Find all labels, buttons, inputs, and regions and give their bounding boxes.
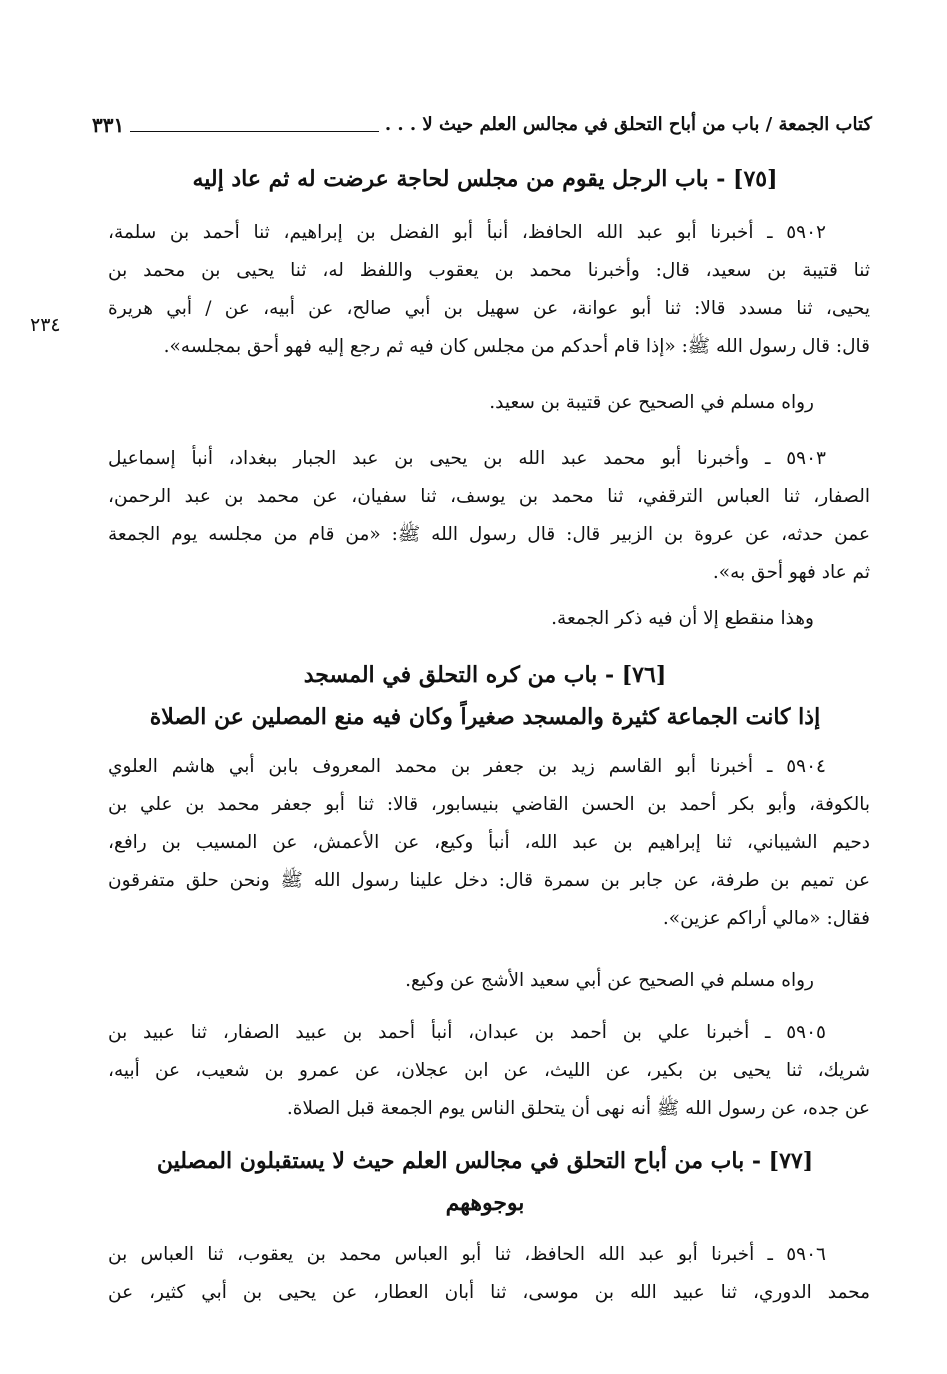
hadith-5905-line-3: عن جده، عن رسول الله ﷺ أنه نهى أن يتحلق الناس يوم الجمعة قبل الصلاة. <box>286 1098 870 1119</box>
hadith-5906-line-2: محمد الدوري، ثنا عبيد الله بن موسى، ثنا أبان العطار، عن يحيى بن أبي كثير، عن <box>108 1282 870 1303</box>
note-5903: وهذا منقطع إلا أن فيه ذكر الجمعة. <box>551 608 814 629</box>
hadith-5904-line-2: بالكوفة، وأبو بكر أحمد بن الحسن القاضي بنيسابور، قالا: ثنا أبو جعفر محمد بن علي بن <box>108 794 870 815</box>
running-head-title: كتاب الجمعة / باب من أباح التحلق في مجالس العلم حيث لا . . . <box>384 114 872 135</box>
hadith-5904-line-1: ٥٩٠٤ ـ أخبرنا أبو القاسم زيد بن جعفر بن محمد المعروف بابن أبي هاشم العلوي <box>108 756 826 777</box>
running-head <box>92 100 872 140</box>
chapter-heading-77 <box>100 1140 870 1224</box>
margin-page-reference: ٢٣٤ <box>30 314 61 336</box>
hadith-5903-line-4: ثم عاد فهو أحق به». <box>712 562 870 583</box>
chapter-heading-77-line-2: بوجوههم <box>445 1190 525 1216</box>
hadith-5903-line-1: ٥٩٠٣ ـ وأخبرنا أبو محمد عبد الله بن يحيى بن عبد الجبار ببغداد، أنبأ إسماعيل <box>108 448 826 469</box>
running-head-rule <box>130 131 379 132</box>
hadith-5904-line-4: عن تميم بن طرفة، عن جابر بن سمرة قال: دخل علينا رسول الله ﷺ ونحن حلق متفرقون <box>108 870 870 891</box>
hadith-5904-line-3: دحيم الشيباني، ثنا إبراهيم بن عبد الله، أنبأ وكيع، عن الأعمش، عن المسيب بن رافع، <box>108 832 870 853</box>
hadith-5905-line-2: شريك، ثنا يحيى بن بكير، عن الليث، عن ابن عجلان، عن عمرو بن شعيب، عن أبيه، <box>108 1060 870 1081</box>
hadith-5905-line-1: ٥٩٠٥ ـ أخبرنا علي بن أحمد بن عبدان، أنبأ أحمد بن عبيد الصفار، ثنا عبيد بن <box>108 1022 826 1043</box>
chapter-heading-77-line-1: [٧٧] - باب من أباح التحلق في مجالس العلم حيث لا يستقبلون المصلين <box>156 1148 814 1174</box>
hadith-5903-line-2: الصفار، ثنا العباس الترقفي، ثنا محمد بن يوسف، ثنا سفيان، عن محمد بن عبد الرحمن، <box>108 486 870 507</box>
hadith-5904 <box>108 748 870 938</box>
chapter-heading-76-line-2: إذا كانت الجماعة كثيرة والمسجد صغيراً وكان فيه منع المصلين عن الصلاة <box>149 704 821 730</box>
note-5904: رواه مسلم في الصحيح عن أبي سعيد الأشج عن وكيع. <box>405 970 814 991</box>
note-5902: رواه مسلم في الصحيح عن قتيبة بن سعيد. <box>489 392 814 413</box>
hadith-5902-line-1: ٥٩٠٢ ـ أخبرنا أبو عبد الله الحافظ، أنبأ أبو الفضل بن إبراهيم، ثنا أحمد بن سلمة، <box>108 222 826 243</box>
hadith-5904-line-5: فقال: «مالي أراكم عزين». <box>662 908 870 929</box>
page-number: ٣٣١ <box>92 113 125 137</box>
hadith-5902-line-4: قال: قال رسول الله ﷺ: «إذا قام أحدكم من مجلس كان فيه ثم رجع إليه فهو أحق بمجلسه». <box>163 336 870 357</box>
hadith-5902-line-3: يحيى، ثنا مسدد قالا: ثنا أبو عوانة، عن سهيل بن أبي صالح، عن أبيه، عن / أبي هريرة <box>108 298 870 319</box>
hadith-5906-line-1: ٥٩٠٦ ـ أخبرنا أبو عبد الله الحافظ، ثنا أبو العباس محمد بن يعقوب، ثنا العباس بن <box>108 1244 826 1265</box>
hadith-5902 <box>108 214 870 366</box>
hadith-5905 <box>108 1014 870 1128</box>
chapter-heading-76 <box>100 654 870 738</box>
hadith-5903 <box>108 440 870 592</box>
chapter-heading-76-line-1: [٧٦] - باب من كره التحلق في المسجد <box>303 662 667 688</box>
hadith-5902-line-2: ثنا قتيبة بن سعيد، قال: وأخبرنا محمد بن يعقوب واللفظ له، ثنا يحيى بن محمد بن <box>108 260 870 281</box>
hadith-5906 <box>108 1236 870 1312</box>
hadith-5903-line-3: عمن حدثه، عن عروة بن الزبير قال: قال رسول الله ﷺ: «من قام من مجلسه يوم الجمعة <box>108 524 870 545</box>
chapter-heading-75: [٧٥] - باب الرجل يقوم من مجلس لحاجة عرضت له ثم عاد إليه <box>192 166 778 192</box>
